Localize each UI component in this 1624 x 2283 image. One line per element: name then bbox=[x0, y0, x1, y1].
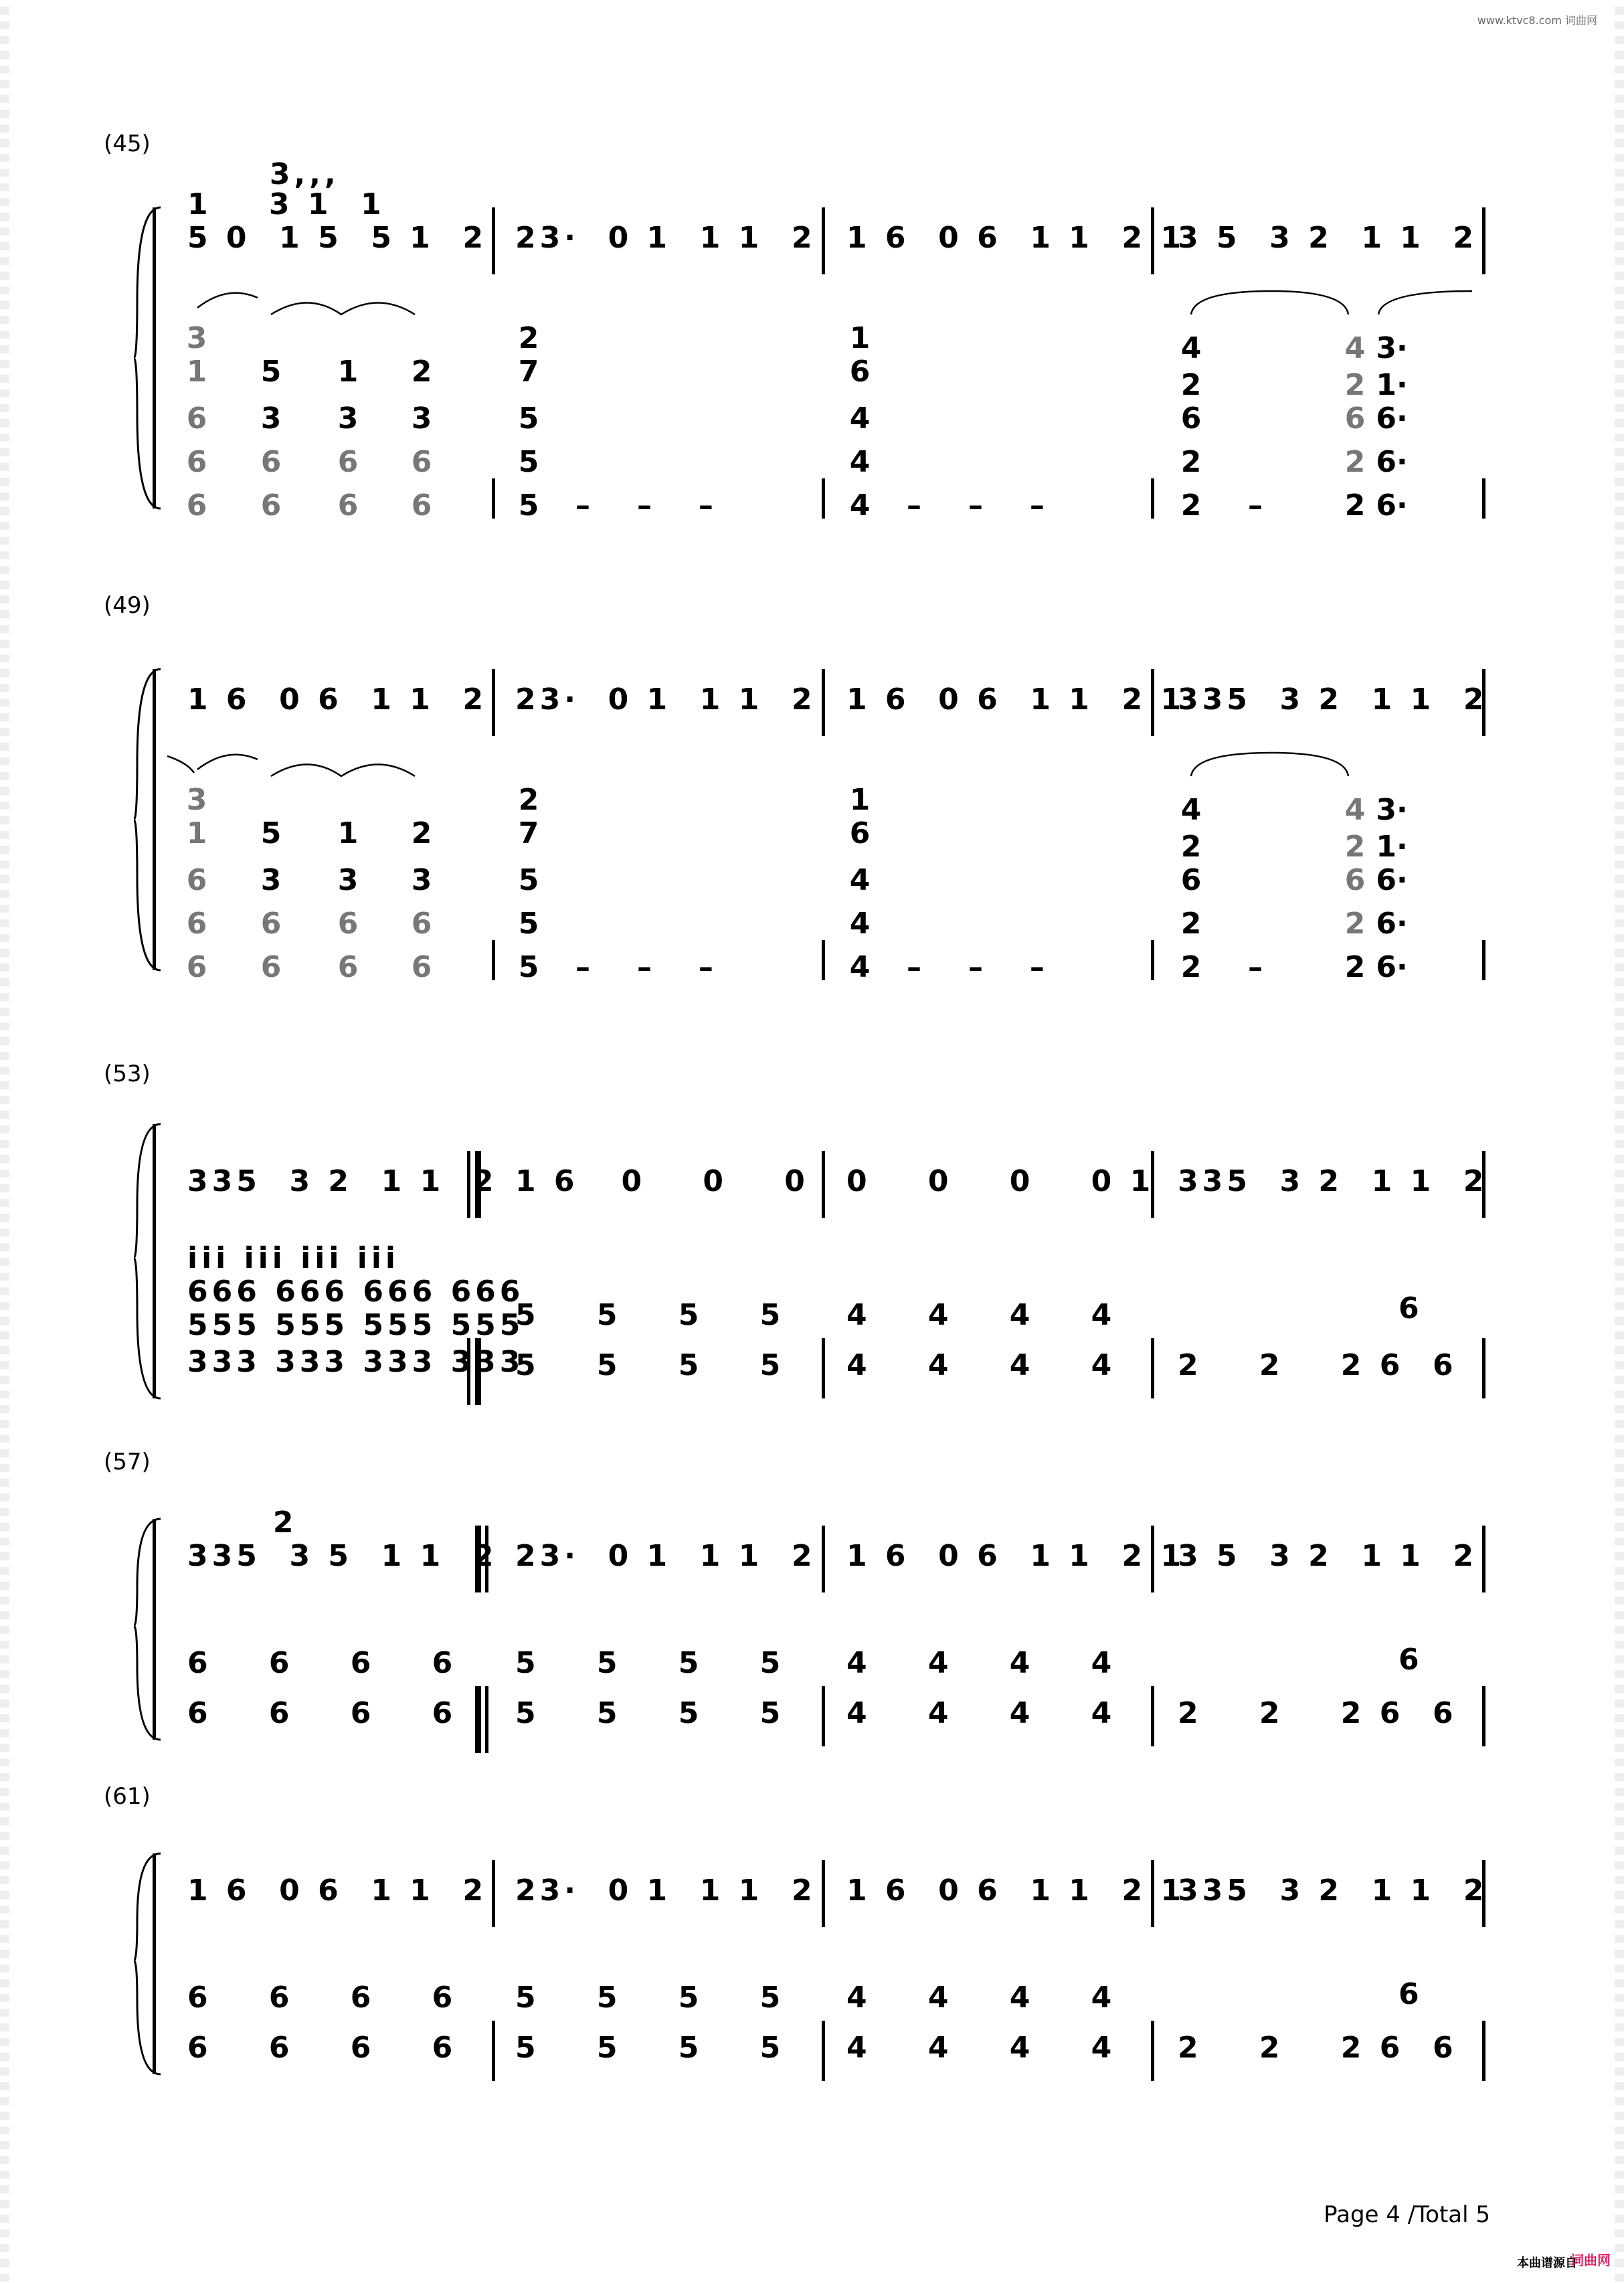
acc-line: 2 2 2 6 6 bbox=[1178, 1348, 1457, 1382]
acc-line: 4 4 4 4 bbox=[846, 1348, 1116, 1382]
acc-line: 2 2 2 6 6 bbox=[1178, 1696, 1457, 1730]
melody-measure: 1 6 0 6 1 1 2 bbox=[187, 682, 488, 717]
acc-line: 4 4 4 4 bbox=[846, 2031, 1116, 2065]
melody-measure: 335 3 2 1 1 2 bbox=[1178, 1874, 1488, 1908]
melody-measure: 5 0 1 5 5 1 2 bbox=[187, 221, 488, 255]
measure-number: (49) bbox=[104, 592, 151, 619]
acc-line: 5 5 5 5 bbox=[515, 1348, 785, 1382]
dashes: – bbox=[1248, 488, 1267, 523]
measure-number: (57) bbox=[104, 1449, 151, 1475]
acc-line: 5 5 5 5 bbox=[515, 1646, 785, 1680]
score-system bbox=[134, 1097, 1492, 1419]
chord-row: 333 333 333 333 bbox=[187, 1345, 525, 1379]
melody-measure: 335 3 5 1 1 2 bbox=[187, 1539, 498, 1573]
score-system: 1 6 0 6 1 1 2 23· 0 1 1 1 2 1 6 0 6 1 1 2 1 335 3 2 1 1 2 3 1 5 1 2 6 3 3 3 6 6 6 6 6 6 6 6 2 7 5 5 5 – – – 1 6 4 4 4 – – – 4 2 6 2 2 – 4 2 6 2 2 3· 1· 6· 6· 6· bbox=[134, 629, 1492, 1010]
dashes: – – – bbox=[575, 950, 717, 984]
right-border-pattern bbox=[1615, 0, 1624, 2283]
melody-top: 3,,, bbox=[184, 157, 340, 191]
measure-number: (53) bbox=[104, 1061, 151, 1087]
page-indicator: Page 4 /Total 5 bbox=[1324, 2201, 1490, 2228]
score-system bbox=[134, 1485, 1492, 1766]
dashes: – – – bbox=[907, 950, 1049, 984]
melody-measure: 335 3 2 1 1 2 bbox=[187, 1164, 498, 1198]
melody-measure: 1 6 0 6 1 1 2 1 bbox=[846, 1539, 1186, 1573]
melody-measure: 1 6 0 6 1 1 2 1 bbox=[846, 1874, 1186, 1908]
acc-line: 6 bbox=[1399, 1977, 1423, 2011]
chord-row: 555 555 555 555 bbox=[187, 1308, 525, 1342]
source-label: 本曲谱源自 bbox=[1517, 2256, 1577, 2270]
tie-slurs bbox=[134, 743, 1492, 783]
site-logo[interactable]: 词曲网 bbox=[1570, 2252, 1611, 2268]
chord-row: 666 666 666 666 bbox=[187, 1275, 525, 1309]
melody-measure: 23· 0 1 1 1 2 bbox=[515, 1539, 816, 1573]
acc-line: 5 5 5 5 bbox=[515, 1298, 785, 1332]
measure-number: (61) bbox=[104, 1783, 151, 1810]
acc-line: 6 6 6 6 bbox=[187, 1646, 457, 1680]
dashes: – bbox=[1248, 950, 1267, 984]
melody-measure: 335 3 2 1 1 2 bbox=[1178, 1164, 1488, 1198]
acc-line: 4 4 4 4 bbox=[846, 1981, 1116, 2015]
melody-measure: 1 6 0 6 1 1 2 1 bbox=[846, 682, 1186, 717]
melody-measure: 335 3 2 1 1 2 bbox=[1178, 682, 1488, 717]
dashes: – – – bbox=[575, 488, 717, 523]
acc-line: 6 6 6 6 bbox=[187, 1981, 457, 2015]
melody-measure: 0 0 0 0 1 bbox=[846, 1164, 1155, 1198]
chord-row: i̇i̇i̇ i̇i̇i̇ i̇i̇i̇ i̇i̇i̇ bbox=[187, 1241, 399, 1275]
melody-upper: 2 bbox=[187, 1505, 298, 1540]
acc-line: 6 bbox=[1399, 1291, 1423, 1326]
acc-line: 4 4 4 4 bbox=[846, 1298, 1116, 1332]
acc-line: 6 bbox=[1399, 1643, 1423, 1677]
score-system bbox=[134, 1820, 1492, 2101]
acc-line: 4 4 4 4 bbox=[846, 1696, 1116, 1730]
acc-line: 5 5 5 5 bbox=[515, 1696, 785, 1730]
dashes: – – – bbox=[907, 488, 1049, 523]
melody-measure: 3 5 3 2 1 1 2 bbox=[1178, 221, 1478, 255]
acc-line: 4 4 4 4 bbox=[846, 1646, 1116, 1680]
acc-line: 5 5 5 5 bbox=[515, 2031, 785, 2065]
acc-line: 2 2 2 6 6 bbox=[1178, 2031, 1457, 2065]
acc-line: 5 5 5 5 bbox=[515, 1981, 785, 2015]
tie-slurs bbox=[134, 281, 1492, 321]
watermark: www.ktvc8.com 词曲网 bbox=[1477, 14, 1597, 27]
melody-measure: 1 6 0 6 1 1 2 bbox=[187, 1874, 488, 1908]
melody-measure: 23· 0 1 1 1 2 bbox=[515, 221, 816, 255]
melody-measure: 3 5 3 2 1 1 2 bbox=[1178, 1539, 1478, 1573]
melody-measure: 23· 0 1 1 1 2 bbox=[515, 1874, 816, 1908]
melody-measure: 1 6 0 6 1 1 2 1 bbox=[846, 221, 1186, 255]
acc-line: 6 6 6 6 bbox=[187, 2031, 457, 2065]
melody-measure: 1 6 0 0 0 bbox=[515, 1164, 809, 1198]
acc-line: 6 6 6 6 bbox=[187, 1696, 457, 1730]
score-system: 3,,, 1 3 1 1 5 0 1 5 5 1 2 23· 0 1 1 1 2 1 6 0 6 1 1 2 1 3 5 3 2 1 1 2 3 1 5 1 2 6 3 3 3 6 6 6 6 6 6 6 6 2 7 5 5 5 – – – 1 6 4 4 4 – – – 4 2 6 2 2 – 4 2 6 2 2 3· 1· 6· 6· 6· bbox=[134, 167, 1492, 549]
melody-upper: 1 3 1 1 bbox=[187, 187, 385, 221]
measure-number: (45) bbox=[104, 130, 151, 157]
melody-measure: 23· 0 1 1 1 2 bbox=[515, 682, 816, 717]
left-border-pattern bbox=[0, 0, 9, 2283]
